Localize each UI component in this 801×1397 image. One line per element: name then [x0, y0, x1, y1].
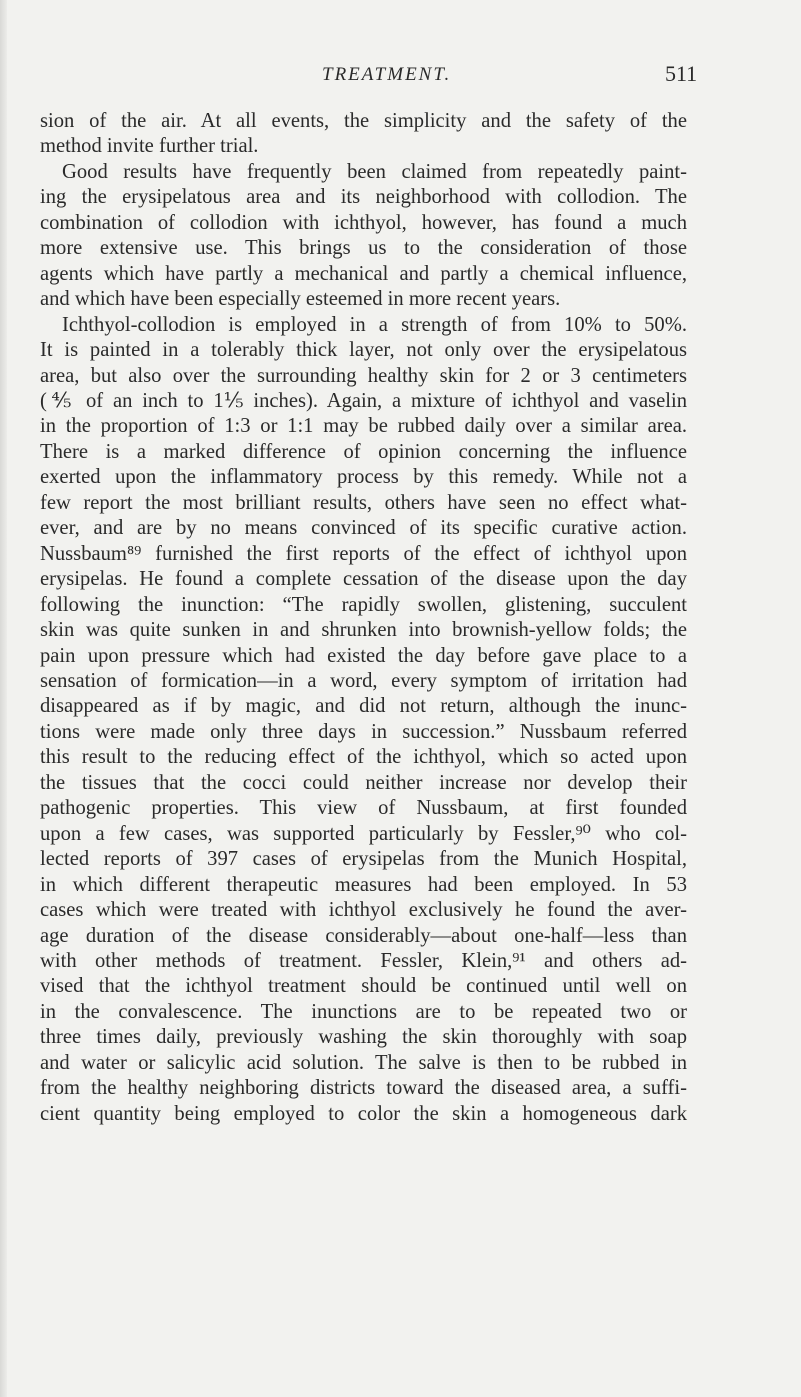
text-line: erysipelas. He found a complete cessation of the disease upon the day — [40, 568, 687, 591]
text-line: three times daily, previously washing the skin thoroughly with soap — [40, 1026, 687, 1049]
text-line: disappeared as if by magic, and did not return, although the inunc- — [40, 695, 687, 718]
text-line: There is a marked difference of opinion concerning the influence — [40, 440, 687, 463]
text-line: area, but also over the surrounding healthy skin for 2 or 3 centimeters — [40, 364, 687, 387]
text-line: cient quantity being employed to color the skin a homogeneous dark — [40, 1102, 687, 1125]
text-line: the tissues that the cocci could neither increase nor develop their — [40, 771, 687, 794]
text-line: exerted upon the inflammatory process by this remedy. While not a — [40, 466, 687, 489]
text-line: sensation of formication—in a word, every symptom of irritation had — [40, 669, 687, 692]
text-line: combination of collodion with ichthyol, however, has found a much — [40, 211, 687, 234]
body-text — [40, 109, 687, 1127]
text-line: pathogenic properties. This view of Nussbaum, at first founded — [40, 797, 687, 820]
text-line: It is painted in a tolerably thick layer, not only over the erysipelatous — [40, 339, 687, 362]
page-edge — [0, 0, 7, 1397]
text-line: pain upon pressure which had existed the day before gave place to a — [40, 644, 687, 667]
page-header — [0, 60, 801, 100]
text-line: agents which have partly a mechanical and partly a chemical influence, — [40, 262, 687, 285]
text-line: and water or salicylic acid solution. The salve is then to be rubbed in — [40, 1051, 687, 1074]
text-line: more extensive use. This brings us to the consideration of those — [40, 237, 687, 260]
text-line: few report the most brilliant results, others have seen no effect what- — [40, 491, 687, 514]
text-line: tions were made only three days in succession.” Nussbaum referred — [40, 720, 687, 743]
text-line: from the healthy neighboring districts toward the diseased area, a suffi- — [40, 1077, 687, 1100]
text-line: skin was quite sunken in and shrunken into brownish-yellow folds; the — [40, 619, 687, 642]
text-line: Ichthyol-collodion is employed in a strength of from 10% to 50%. — [62, 313, 687, 336]
text-line: vised that the ichthyol treatment should be continued until well on — [40, 975, 687, 998]
text-line: in which different therapeutic measures had been employed. In 53 — [40, 873, 687, 896]
text-line: upon a few cases, was supported particularly by Fessler,⁹⁰ who col- — [40, 822, 687, 845]
text-line: sion of the air. At all events, the simplicity and the safety of the — [40, 110, 687, 132]
text-line: Nussbaum⁸⁹ furnished the first reports of the effect of ichthyol upon — [40, 542, 687, 565]
text-line: age duration of the disease considerably—about one-half—less than — [40, 924, 687, 947]
text-line: ing the erysipelatous area and its neighborhood with collodion. The — [40, 186, 687, 209]
text-line: (⅘ of an inch to 1⅕ inches). Again, a mixture of ichthyol and vaselin — [40, 389, 687, 412]
text-line: Good results have frequently been claimed from repeatedly paint- — [62, 160, 687, 183]
text-line: following the inunction: “The rapidly swollen, glistening, succulent — [40, 593, 687, 616]
text-line: in the convalescence. The inunctions are to be repeated two or — [40, 1000, 687, 1023]
page-number: 511 — [665, 61, 698, 86]
text-line: in the proportion of 1:3 or 1:1 may be rubbed daily over a similar area. — [40, 415, 687, 438]
running-title: TREATMENT. — [322, 64, 452, 85]
text-line: this result to the reducing effect of the ichthyol, which so acted upon — [40, 746, 687, 769]
text-line: cases which were treated with ichthyol exclusively he found the aver- — [40, 899, 687, 922]
text-line: with other methods of treatment. Fessler, Klein,⁹¹ and others ad- — [40, 949, 687, 972]
text-line: lected reports of 397 cases of erysipelas from the Munich Hospital, — [40, 848, 687, 871]
text-line: ever, and are by no means convinced of its specific curative action. — [40, 517, 687, 540]
text-line: method invite further trial. — [40, 135, 259, 158]
text-line: and which have been especially esteemed in more recent years. — [40, 288, 561, 311]
